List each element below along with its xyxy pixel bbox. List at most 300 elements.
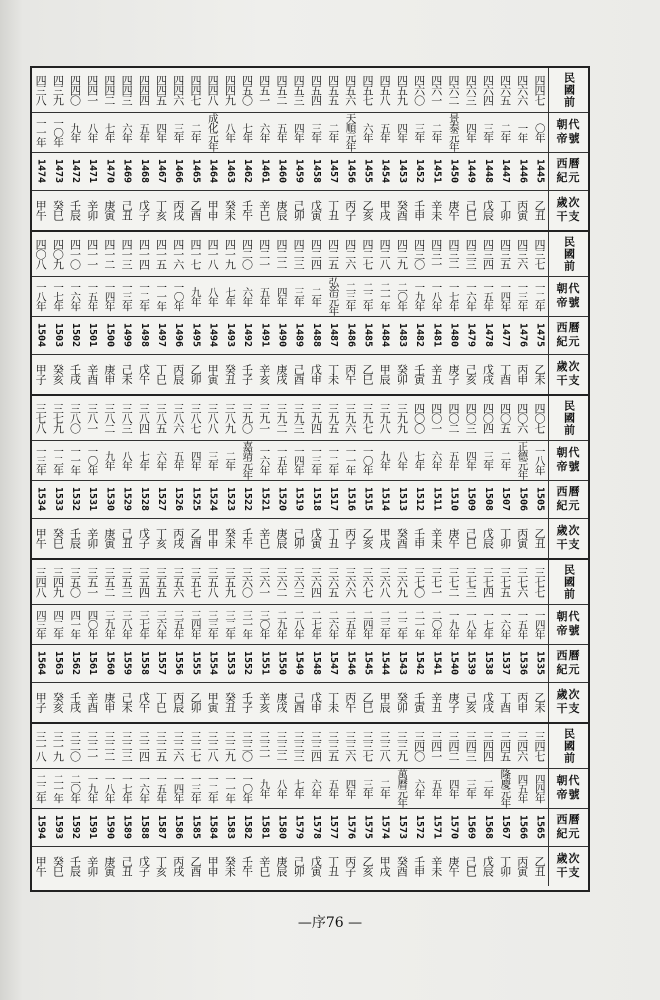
table-cell: 四一七 (188, 239, 202, 269)
table-cell: 一一年 (69, 445, 82, 475)
table-cell: 辛卯 (85, 856, 99, 876)
table-cell: 癸酉 (395, 528, 409, 548)
table-cell: 四〇年 (86, 609, 99, 639)
table-cell: 丙午 (343, 692, 357, 712)
table-cell: 一八年 (464, 609, 477, 639)
table-cell: 一五年 (482, 281, 495, 311)
table-cell: 一五年 (155, 773, 168, 803)
table-cell: 六年 (361, 122, 374, 142)
table-cell: 八年 (396, 450, 409, 470)
table-cell: 丁亥 (154, 528, 168, 548)
table-cell: 四四九 (223, 75, 237, 105)
table-cell: 一九年 (447, 609, 460, 639)
table-cell: 丁未 (326, 364, 340, 384)
table-cell: 三二〇 (68, 731, 82, 761)
table-cell: 丁巳 (154, 364, 168, 384)
table-cell: 1498 (138, 322, 150, 348)
table-cell: 1465 (190, 158, 202, 184)
page-number: —序76 — (297, 915, 363, 931)
table-cell: 三六三 (292, 567, 306, 597)
header-western-line: 紀元 (556, 663, 581, 676)
table-cell: 一五年 (86, 281, 99, 311)
table-cell: 三九五 (326, 403, 340, 433)
table-cell: 四三年 (34, 609, 47, 639)
table-cell: 乙巳 (360, 364, 374, 384)
table-cell: 1508 (482, 486, 494, 512)
table-cell: 1458 (310, 158, 322, 184)
header-ganzhi-line: 歲次 (556, 359, 581, 373)
table-cell: 1497 (156, 322, 168, 348)
table-cell: 二年 (310, 286, 323, 306)
table-cell: 四二一 (257, 239, 271, 269)
table-cell: 嘉靖元年 (241, 441, 254, 479)
table-cell: 三三六 (343, 731, 357, 761)
header-reign-line: 朝代 (556, 117, 581, 131)
table-cell: 1484 (379, 322, 391, 348)
table-cell: 六年 (430, 450, 443, 470)
table-cell: 五年 (275, 122, 288, 142)
table-cell: 丙戌 (171, 528, 185, 548)
table-cell: 1569 (465, 814, 477, 840)
table-cell: 丁巳 (154, 692, 168, 712)
table-cell: 三二九 (223, 731, 237, 761)
header-reign-line: 帝號 (556, 132, 581, 145)
table-cell: 隆慶元年 (499, 769, 512, 807)
table-cell: 四三七 (533, 239, 546, 269)
table-cell: 1587 (156, 814, 168, 840)
table-cell: 三四八 (34, 567, 48, 597)
republic-year-row (32, 396, 588, 441)
table-cell: 四年 (447, 778, 460, 798)
table-cell: 一〇年 (241, 773, 254, 803)
header-ganzhi (548, 354, 588, 394)
table-cell: 1499 (121, 322, 133, 348)
table-cell: 四六三 (464, 75, 478, 105)
table-cell: 1461 (259, 158, 271, 184)
table-cell: 丁卯 (498, 856, 512, 876)
table-cell: 二一年 (52, 773, 65, 803)
table-cell: 庚申 (102, 364, 116, 384)
table-cell: 四三二 (446, 239, 460, 269)
table-cell: 一九年 (413, 281, 426, 311)
table-cell: 四五三 (292, 75, 306, 105)
table-cell: 一〇年 (86, 445, 99, 475)
table-cell: 三一年 (241, 609, 254, 639)
table-cell: 三四二 (446, 731, 460, 761)
table-cell: 1528 (138, 486, 150, 512)
table-cell: 1542 (414, 650, 426, 676)
republic-year-row (32, 232, 588, 277)
table-cell: 1566 (517, 814, 529, 840)
table-cell: 丙戌 (171, 200, 185, 220)
table-cell: 四三八 (34, 75, 48, 105)
header-reign (548, 112, 588, 152)
table-cell: 四〇四 (481, 403, 495, 433)
header-reign (548, 768, 588, 808)
table-cell: 1506 (517, 486, 529, 512)
table-cell: 丁丑 (326, 528, 340, 548)
table-cell: 1513 (396, 486, 408, 512)
table-cell: 四五七 (360, 75, 374, 105)
table-cell: 三七九 (51, 403, 65, 433)
table-cell: 1544 (379, 650, 391, 676)
table-cell: 1582 (242, 814, 254, 840)
table-cell: 甲戌 (378, 856, 392, 876)
table-cell: 一六年 (464, 281, 477, 311)
table-cell: 一二年 (206, 773, 219, 803)
table-cell: 1580 (276, 814, 288, 840)
table-cell: 1561 (87, 650, 99, 676)
table-cell: 1538 (482, 650, 494, 676)
table-cell: 四一三 (120, 239, 134, 269)
table-block (32, 396, 588, 560)
table-cell: 1535 (534, 650, 546, 676)
table-cell: 三八六 (171, 403, 185, 433)
table-cell: 壬辰 (68, 528, 82, 548)
western-year-row (32, 644, 588, 683)
table-cell: 1547 (328, 650, 340, 676)
table-cell: 1537 (500, 650, 512, 676)
table-cell: 丙子 (343, 528, 357, 548)
table-cell: 三九一 (257, 403, 271, 433)
table-cell: 庚申 (102, 692, 116, 712)
table-cell: 四〇六 (515, 403, 529, 433)
table-cell: 1494 (207, 322, 219, 348)
table-cell: 四四八 (206, 75, 220, 105)
table-cell: 三一八 (34, 731, 48, 761)
table-cell: 二七年 (310, 609, 323, 639)
table-cell: 壬午 (240, 856, 254, 876)
table-cell: 三三九 (395, 731, 409, 761)
header-reign-line: 朝代 (556, 281, 581, 295)
table-cell: 四二七 (360, 239, 374, 269)
table-cell: 一七年 (482, 609, 495, 639)
table-cell: 1555 (190, 650, 202, 676)
table-cell: 一一年 (344, 445, 357, 475)
header-reign (548, 440, 588, 480)
table-cell: 四一五 (154, 239, 168, 269)
header-reign (548, 604, 588, 644)
table-cell: 1519 (293, 486, 305, 512)
table-cell: 癸酉 (395, 856, 409, 876)
table-cell: 戊午 (137, 692, 151, 712)
table-cell: 1584 (207, 814, 219, 840)
table-cell: 四五四 (309, 75, 323, 105)
table-cell: 四四二 (102, 75, 116, 105)
table-cell: 二年 (499, 122, 512, 142)
table-cell: 1511 (431, 486, 443, 512)
table-cell: 1462 (242, 158, 254, 184)
table-cell: 1478 (482, 322, 494, 348)
table-cell: 四〇九 (51, 239, 65, 269)
table-cell: 1556 (173, 650, 185, 676)
table-cell: 壬辰 (68, 856, 82, 876)
table-cell: 壬戌 (68, 364, 82, 384)
table-cell: 辛卯 (85, 200, 99, 220)
table-cell: 三五七 (188, 567, 202, 597)
table-cell: 四四一 (85, 75, 99, 105)
ganzhi-row (32, 354, 588, 394)
table-cell: 二〇年 (396, 281, 409, 311)
table-cell: 四年 (292, 122, 305, 142)
table-cell: 三二三 (120, 731, 134, 761)
table-cell: 三九七 (360, 403, 374, 433)
table-cell: 三年 (361, 778, 374, 798)
header-western (548, 480, 588, 518)
table-cell: 七年 (292, 778, 305, 798)
table-cell: 八年 (206, 286, 219, 306)
table-cell: 丁酉 (498, 692, 512, 712)
table-cell: 三八一 (85, 403, 99, 433)
table-cell: 1448 (482, 158, 494, 184)
table-cell: 癸未 (223, 528, 237, 548)
table-cell: 三三二 (274, 731, 288, 761)
table-cell: 己未 (120, 364, 134, 384)
table-cell: 三九八 (378, 403, 392, 433)
table-cell: 丙子 (343, 200, 357, 220)
table-cell: 1548 (310, 650, 322, 676)
table-cell: 五年 (138, 122, 151, 142)
table-cell: 1493 (224, 322, 236, 348)
table-cell: 1471 (87, 158, 99, 184)
header-republic: 民國前 (548, 396, 588, 440)
table-cell: 一四年 (533, 609, 546, 639)
table-cell: 1563 (52, 650, 64, 676)
table-cell: 六年 (413, 778, 426, 798)
table-cell: 四一二 (102, 239, 116, 269)
table-cell: 四四六 (171, 75, 185, 105)
table-cell: 1551 (259, 650, 271, 676)
table-cell: 五年 (378, 122, 391, 142)
table-cell: 丙申 (515, 364, 529, 384)
table-cell: 四二〇 (240, 239, 254, 269)
table-cell: 八年 (86, 122, 99, 142)
table-cell: 一四年 (172, 773, 185, 803)
table-cell: 一六年 (499, 609, 512, 639)
table-cell: 1531 (87, 486, 99, 512)
table-cell: 四二年 (52, 609, 65, 639)
table-cell: 1470 (104, 158, 116, 184)
header-reign-line: 朝代 (556, 773, 581, 787)
table-cell: 三六九 (395, 567, 409, 597)
table-cell: 一一年 (155, 281, 168, 311)
header-ganzhi-line: 干支 (556, 210, 581, 223)
table-cell: 壬午 (240, 528, 254, 548)
table-cell: 1456 (345, 158, 357, 184)
western-year-row (32, 808, 588, 847)
table-cell: 1520 (276, 486, 288, 512)
table-cell: 三年 (292, 286, 305, 306)
table-cell: 1502 (70, 322, 82, 348)
table-cell: 四一八 (206, 239, 220, 269)
table-cell: 三年 (413, 122, 426, 142)
table-cell: 四六五 (498, 75, 512, 105)
table-cell: 四四七 (188, 75, 202, 105)
table-cell: 1481 (431, 322, 443, 348)
table-cell: 四三五 (498, 239, 512, 269)
table-cell: 三四〇 (412, 731, 426, 761)
table-cell: 四四七 (533, 75, 546, 105)
table-cell: 乙亥 (360, 528, 374, 548)
table-cell: 1463 (224, 158, 236, 184)
table-cell: 壬申 (412, 856, 426, 876)
table-cell: 一二年 (327, 445, 340, 475)
table-cell: 四二五 (326, 239, 340, 269)
table-cell: 戊戌 (481, 364, 495, 384)
table-cell: 三七四 (481, 567, 495, 597)
table-cell: 己卯 (292, 856, 306, 876)
table-cell: 1451 (431, 158, 443, 184)
table-cell: 一九年 (86, 773, 99, 803)
table-cell: 二三年 (378, 609, 391, 639)
table-cell: 癸丑 (223, 364, 237, 384)
table-cell: 1490 (276, 322, 288, 348)
table-cell: 戊子 (137, 528, 151, 548)
table-cell: 丁丑 (326, 856, 340, 876)
table-cell: 四一四 (137, 239, 151, 269)
table-cell: 三六〇 (240, 567, 254, 597)
table-cell: 己丑 (120, 200, 134, 220)
table-cell: 1594 (35, 814, 47, 840)
table-cell: 三五年 (172, 609, 185, 639)
table-cell: 四二九 (395, 239, 409, 269)
table-cell: 丁亥 (154, 200, 168, 220)
table-cell: 八年 (120, 450, 133, 470)
table-cell: 己卯 (292, 528, 306, 548)
header-reign (548, 276, 588, 316)
table-block (32, 724, 588, 888)
table-cell: 四〇〇 (412, 403, 426, 433)
table-cell: 三七六 (515, 567, 529, 597)
table-cell: 1579 (293, 814, 305, 840)
table-cell: 四三三 (464, 239, 478, 269)
table-cell: 1568 (482, 814, 494, 840)
table-cell: 四一九 (223, 239, 237, 269)
table-cell: 一〇年 (52, 117, 65, 147)
table-cell: 四年 (189, 450, 202, 470)
header-western-line: 西曆 (556, 484, 581, 498)
table-cell: 三八四 (137, 403, 151, 433)
table-cell: 一三年 (516, 281, 529, 311)
table-cell: 甲午 (34, 856, 48, 876)
table-cell: 四〇二 (446, 403, 460, 433)
table-cell: 1522 (242, 486, 254, 512)
table-cell: 四五一 (257, 75, 271, 105)
table-cell: 1575 (362, 814, 374, 840)
table-cell: 三四七 (533, 731, 546, 761)
table-cell: 三二六 (171, 731, 185, 761)
republic-year-row (32, 560, 588, 605)
table-cell: 1488 (310, 322, 322, 348)
table-cell: 癸巳 (51, 200, 65, 220)
header-ganzhi-line: 干支 (556, 538, 581, 551)
table-cell: 1543 (396, 650, 408, 676)
table-cell: 丙子 (343, 856, 357, 876)
table-cell: 三二五 (154, 731, 168, 761)
table-cell: 1468 (138, 158, 150, 184)
table-cell: 1534 (35, 486, 47, 512)
table-cell: 癸亥 (51, 364, 65, 384)
table-cell: 七年 (138, 450, 151, 470)
table-cell: 丁卯 (498, 528, 512, 548)
table-cell: 庚辰 (274, 528, 288, 548)
table-cell: 壬申 (412, 528, 426, 548)
header-reign-line: 朝代 (556, 609, 581, 623)
table-cell: 己巳 (464, 200, 478, 220)
table-cell: 三八二 (102, 403, 116, 433)
table-cell: 三三〇 (240, 731, 254, 761)
table-cell: 戊寅 (309, 528, 323, 548)
table-cell: 四年 (155, 122, 168, 142)
table-cell: 1559 (121, 650, 133, 676)
table-cell: 庚午 (446, 528, 460, 548)
table-cell: 九年 (69, 122, 82, 142)
table-cell: 1576 (345, 814, 357, 840)
reign-year-row (32, 112, 588, 153)
table-cell: 三二八 (206, 731, 220, 761)
table-cell: 三六四 (309, 567, 323, 597)
table-cell: 三八年 (120, 609, 133, 639)
table-cell: 癸亥 (51, 692, 65, 712)
table-cell: 景泰元年 (447, 113, 460, 151)
table-cell: 1590 (104, 814, 116, 840)
table-cell: 1577 (328, 814, 340, 840)
table-cell: 壬申 (412, 200, 426, 220)
table-cell: 1476 (517, 322, 529, 348)
table-cell: 丁卯 (498, 200, 512, 220)
header-ganzhi-line: 干支 (556, 374, 581, 387)
table-cell: 1509 (465, 486, 477, 512)
header-republic: 民國前 (548, 68, 588, 112)
table-cell: 1533 (52, 486, 64, 512)
table-cell: 癸巳 (51, 856, 65, 876)
table-cell: 一年 (516, 122, 529, 142)
table-cell: 三四九 (51, 567, 65, 597)
table-cell: 三六一 (257, 567, 271, 597)
calendar-conversion-table (30, 66, 590, 892)
header-republic: 民國前 (548, 232, 588, 276)
table-cell: 三二七 (188, 731, 202, 761)
table-cell: 庚寅 (102, 856, 116, 876)
table-cell: 四〇三 (464, 403, 478, 433)
table-cell: 四二二 (274, 239, 288, 269)
table-cell: 一二年 (533, 281, 546, 311)
table-cell: 1466 (173, 158, 185, 184)
table-cell: 五年 (447, 450, 460, 470)
header-ganzhi (548, 682, 588, 722)
table-cell: 二年 (499, 450, 512, 470)
table-cell: 二年 (482, 778, 495, 798)
table-cell: 三八三 (120, 403, 134, 433)
header-western-line: 西曆 (556, 812, 581, 826)
table-cell: 1480 (448, 322, 460, 348)
table-cell: 五年 (327, 778, 340, 798)
table-cell: 三年 (464, 778, 477, 798)
table-cell: 壬戌 (68, 692, 82, 712)
table-cell: 1581 (259, 814, 271, 840)
table-cell: 庚辰 (274, 200, 288, 220)
table-cell: 1567 (500, 814, 512, 840)
table-cell: 辛巳 (257, 856, 271, 876)
table-cell: 己丑 (120, 528, 134, 548)
table-cell: 四一一 (85, 239, 99, 269)
reign-year-row (32, 768, 588, 809)
table-cell: 辛丑 (429, 364, 443, 384)
table-cell: 四三〇 (412, 239, 426, 269)
table-cell: 四三六 (515, 239, 529, 269)
table-cell: 丙寅 (515, 528, 529, 548)
table-cell: 丙寅 (515, 856, 529, 876)
